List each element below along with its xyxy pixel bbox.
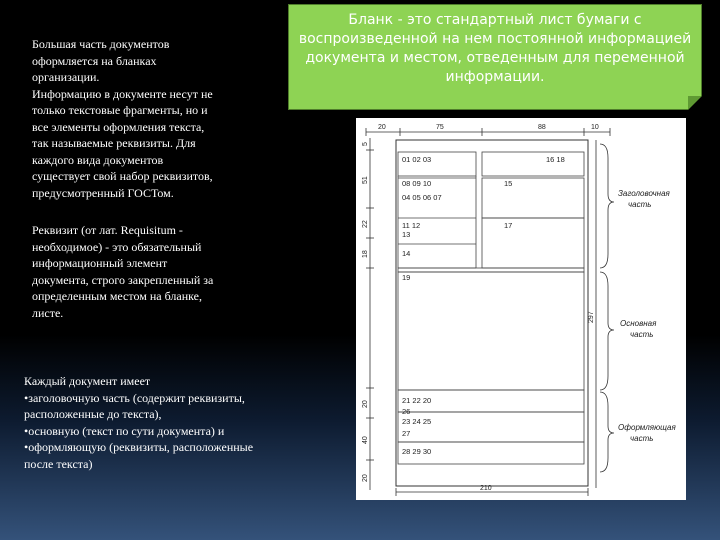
left-dim-4: 18 — [362, 250, 369, 258]
top-dim-4: 10 — [591, 124, 599, 131]
cell-16-18: 16 18 — [546, 155, 565, 164]
intro-paragraph: Большая часть документов оформляется на бланках организации. Информацию в документе несут не только текстовые фрагменты, но и все элементы оформления текста, так называемые реквизиты. Для каждого вида документов существует свой набор реквизитов, предусмотренный ГОСТом. — [32, 37, 213, 200]
document-parts-paragraph: Каждый документ имеет •заголовочную часть (содержит реквизиты, расположенные до текста), •основную (текст по сути документа) и •оформляющую (реквизиты, расположенные после текста) — [24, 374, 254, 471]
cell-14: 14 — [402, 249, 411, 258]
top-dim-3: 88 — [538, 124, 546, 131]
left-dim-7: 20 — [362, 474, 369, 482]
closing-part-label-2: часть — [630, 434, 654, 443]
cell-01-03: 01 02 03 — [402, 155, 432, 164]
cell-11-12: 11 12 — [402, 221, 421, 230]
blank-layout-diagram — [356, 118, 686, 500]
header-part-label-1: Заголовочная — [618, 189, 670, 198]
top-dim-1: 20 — [378, 124, 386, 131]
cell-27: 27 — [402, 429, 411, 438]
left-dim-5: 20 — [362, 400, 369, 408]
main-part-label-1: Основная — [620, 319, 657, 328]
cell-19: 19 — [402, 273, 411, 282]
cell-08-10: 08 09 10 — [402, 179, 432, 188]
left-dim-6: 40 — [362, 436, 369, 444]
right-dim: 297 — [588, 311, 595, 323]
left-dim-2: 51 — [362, 176, 369, 184]
main-part-label-2: часть — [630, 330, 654, 339]
left-dim-3: 22 — [362, 220, 369, 228]
left-dim-1: 5 — [362, 142, 369, 146]
cell-21-22: 21 22 20 — [402, 396, 432, 405]
header-part-label-2: часть — [628, 200, 652, 209]
closing-part-label-1: Оформляющая — [618, 423, 676, 432]
cell-04-07: 04 05 06 07 — [402, 193, 442, 202]
blank-definition-text: Бланк - это стандартный лист бумаги с воспроизведенной на нем постоянной информацией документа и местом, отведенным для переменной информации. — [298, 12, 692, 85]
cell-28-30: 28 29 30 — [402, 447, 432, 456]
cell-17: 17 — [504, 221, 513, 230]
cell-15: 15 — [504, 179, 513, 188]
bottom-dim: 210 — [480, 485, 492, 492]
cell-23-25: 23 24 25 — [402, 417, 432, 426]
cell-13: 13 — [402, 230, 411, 239]
cell-26: 26 — [402, 407, 411, 416]
blank-definition-note — [288, 4, 702, 110]
requisite-definition-paragraph: Реквизит (от лат. Requisitum - необходимое) - это обязательный информационный элемент документа, строго закрепленный за определенным местом на бланке, листе. — [32, 223, 214, 320]
top-dim-2: 75 — [436, 124, 444, 131]
note-folded-corner — [688, 96, 702, 110]
